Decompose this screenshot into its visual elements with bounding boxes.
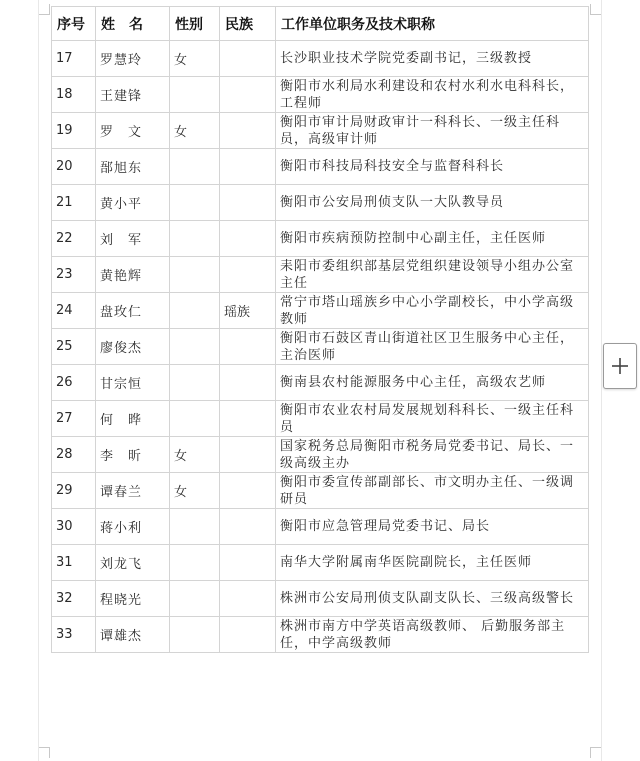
cell-ethnicity: [220, 41, 276, 77]
cell-name: 廖俊杰: [96, 329, 170, 365]
cell-serial-number: 23: [52, 257, 96, 293]
cell-ethnicity: [220, 437, 276, 473]
cell-position: 衡阳市委宣传部副部长、市文明办主任、一级调研员: [276, 473, 589, 509]
cell-gender: 女: [170, 473, 220, 509]
cell-position: 衡阳市应急管理局党委书记、局长: [276, 509, 589, 545]
cell-serial-number: 22: [52, 221, 96, 257]
cell-ethnicity: [220, 257, 276, 293]
cell-name: 程晓光: [96, 581, 170, 617]
cell-position: 衡南县农村能源服务中心主任，高级农艺师: [276, 365, 589, 401]
cell-ethnicity: [220, 401, 276, 437]
cell-serial-number: 21: [52, 185, 96, 221]
cell-gender: [170, 185, 220, 221]
cell-name: 甘宗恒: [96, 365, 170, 401]
cell-name: 郚旭东: [96, 149, 170, 185]
cell-ethnicity: [220, 509, 276, 545]
cell-serial-number: 30: [52, 509, 96, 545]
cell-ethnicity: [220, 77, 276, 113]
table-row: [52, 41, 589, 77]
cell-gender: [170, 293, 220, 329]
cell-name: 李 昕: [96, 437, 170, 473]
cell-name: 黄小平: [96, 185, 170, 221]
cell-gender: [170, 581, 220, 617]
cell-gender: 女: [170, 41, 220, 77]
cell-name: 罗慧玲: [96, 41, 170, 77]
cell-position: 衡阳市疾病预防控制中心副主任，主任医师: [276, 221, 589, 257]
cell-gender: [170, 365, 220, 401]
header-serial-number: 序号: [52, 7, 96, 41]
cell-gender: [170, 221, 220, 257]
cell-serial-number: 17: [52, 41, 96, 77]
cell-serial-number: 26: [52, 365, 96, 401]
cell-serial-number: 31: [52, 545, 96, 581]
table-header-row: [52, 7, 589, 41]
cell-position: 衡阳市公安局刑侦支队一大队教导员: [276, 185, 589, 221]
header-gender: 性别: [170, 7, 220, 41]
page-corner-mark: [39, 747, 50, 758]
table-row: [52, 581, 589, 617]
cell-ethnicity: [220, 329, 276, 365]
cell-gender: [170, 77, 220, 113]
header-name: 姓 名: [96, 7, 170, 41]
cell-ethnicity: [220, 473, 276, 509]
cell-serial-number: 19: [52, 113, 96, 149]
table-row: [52, 437, 589, 473]
table-row: [52, 293, 589, 329]
cell-position: 衡阳市审计局财政审计一科科长、一级主任科员，高级审计师: [276, 113, 589, 149]
cell-serial-number: 25: [52, 329, 96, 365]
cell-name: 刘龙飞: [96, 545, 170, 581]
table-row: [52, 257, 589, 293]
table-row: [52, 113, 589, 149]
cell-serial-number: 18: [52, 77, 96, 113]
table-row: [52, 365, 589, 401]
table-row: [52, 185, 589, 221]
cell-gender: [170, 509, 220, 545]
table-row: [52, 545, 589, 581]
page-corner-mark: [590, 747, 601, 758]
cell-name: 罗 文: [96, 113, 170, 149]
cell-serial-number: 28: [52, 437, 96, 473]
table-row: [52, 509, 589, 545]
roster-table: [51, 6, 589, 653]
table-row: [52, 221, 589, 257]
cell-ethnicity: [220, 221, 276, 257]
table-row: [52, 617, 589, 653]
cell-gender: [170, 617, 220, 653]
cell-ethnicity: [220, 545, 276, 581]
cell-name: 何 晔: [96, 401, 170, 437]
cell-serial-number: 32: [52, 581, 96, 617]
table-row: [52, 401, 589, 437]
table-row: [52, 473, 589, 509]
cell-name: 谭雄杰: [96, 617, 170, 653]
cell-ethnicity: [220, 185, 276, 221]
cell-name: 蒋小利: [96, 509, 170, 545]
cell-gender: [170, 257, 220, 293]
cell-name: 盘玫仁: [96, 293, 170, 329]
cell-serial-number: 20: [52, 149, 96, 185]
cell-ethnicity: [220, 113, 276, 149]
cell-position: 衡阳市石鼓区青山街道社区卫生服务中心主任，主治医师: [276, 329, 589, 365]
cell-ethnicity: [220, 617, 276, 653]
cell-name: 黄艳辉: [96, 257, 170, 293]
page-corner-mark: [39, 4, 50, 15]
cell-position: 长沙职业技术学院党委副书记，三级教授: [276, 41, 589, 77]
cell-position: 株洲市南方中学英语高级教师、 后勤服务部主任，中学高级教师: [276, 617, 589, 653]
cell-position: 常宁市塔山瑶族乡中心小学副校长，中小学高级教师: [276, 293, 589, 329]
cell-serial-number: 27: [52, 401, 96, 437]
cell-position: 南华大学附属南华医院副院长，主任医师: [276, 545, 589, 581]
cell-ethnicity: 瑶族: [220, 293, 276, 329]
table-row: [52, 149, 589, 185]
cell-gender: 女: [170, 437, 220, 473]
cell-gender: [170, 329, 220, 365]
cell-ethnicity: [220, 365, 276, 401]
cell-name: 谭春兰: [96, 473, 170, 509]
cell-serial-number: 24: [52, 293, 96, 329]
cell-position: 耒阳市委组织部基层党组织建设领导小组办公室主任: [276, 257, 589, 293]
cell-ethnicity: [220, 581, 276, 617]
header-ethnicity: 民族: [220, 7, 276, 41]
cell-position: 国家税务总局衡阳市税务局党委书记、局长、一级高级主办: [276, 437, 589, 473]
cell-ethnicity: [220, 149, 276, 185]
cell-position: 衡阳市科技局科技安全与监督科科长: [276, 149, 589, 185]
cell-name: 王建锋: [96, 77, 170, 113]
cell-name: 刘 军: [96, 221, 170, 257]
cell-position: 衡阳市农业农村局发展规划科科长、一级主任科员: [276, 401, 589, 437]
cell-gender: [170, 545, 220, 581]
header-position: 工作单位职务及技术职称: [276, 7, 589, 41]
cell-position: 衡阳市水利局水利建设和农村水利水电科科长，工程师: [276, 77, 589, 113]
cell-gender: [170, 401, 220, 437]
cell-gender: 女: [170, 113, 220, 149]
zoom-in-button[interactable]: [603, 343, 637, 389]
cell-serial-number: 33: [52, 617, 96, 653]
cell-position: 株洲市公安局刑侦支队副支队长、三级高级警长: [276, 581, 589, 617]
table-row: [52, 77, 589, 113]
table-row: [52, 329, 589, 365]
cell-gender: [170, 149, 220, 185]
cell-serial-number: 29: [52, 473, 96, 509]
page-corner-mark: [590, 4, 601, 15]
plus-icon: [610, 356, 630, 376]
